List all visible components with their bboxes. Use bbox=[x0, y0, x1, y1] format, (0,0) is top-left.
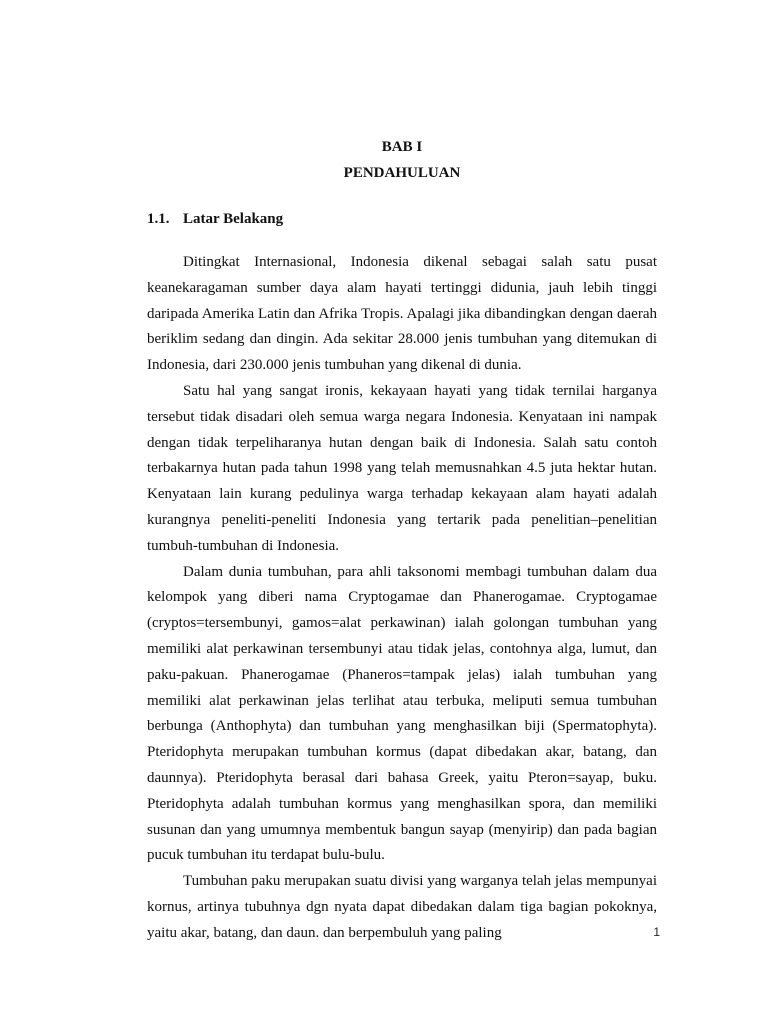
paragraph-2: Satu hal yang sangat ironis, kekayaan hayati yang tidak ternilai harganya tersebut tidak disadari oleh semua warga negara Indonesia. Kenyataan ini nampak dengan tidak terpeliharanya hutan dengan baik di Indonesia. Salah satu contoh terbakarnya hutan pada tahun 1998 yang telah memusnahkan 4.5 juta hektar hutan. Kenyataan lain kurang pedulinya warga terhadap kekayaan alam hayati adalah kurangnya peneliti-peneliti Indonesia yang tertarik pada penelitian–penelitian tumbuh-tumbuhan di Indonesia. bbox=[147, 382, 657, 554]
page-content bbox=[147, 134, 657, 947]
paragraph-1: Ditingkat Internasional, Indonesia dikenal sebagai salah satu pusat keanekaragaman sumber daya alam hayati tertinggi didunia, jauh lebih tinggi daripada Amerika Latin dan Afrika Tropis. Apalagi jika dibandingkan dengan daerah beriklim sedang dan dingin. Ada sekitar 28.000 jenis tumbuhan yang ditemukan di Indonesia, dari 230.000 jenis tumbuhan yang dikenal di dunia. bbox=[147, 254, 657, 374]
chapter-label: BAB I bbox=[381, 139, 423, 155]
section-heading bbox=[147, 206, 657, 232]
paragraph-3: Dalam dunia tumbuhan, para ahli taksonomi membagi tumbuhan dalam dua kelompok yang diberi nama Cryptogamae dan Phanerogamae. Cryptogamae (cryptos=tersembunyi, gamos=alat perkawinan) ialah golongan tumbuhan yang memiliki alat perkawinan tersembunyi atau tidak jelas, contohnya alga, lumut, dan paku-pakuan. Phanerogamae (Phaneros=tampak jelas) ialah tumbuhan yang memiliki alat perkawinan jelas terlihat atau terbuka, meliputi semua tumbuhan berbunga (Anthophyta) dan tumbuhan yang menghasilkan biji (Spermatophyta). Pteridophyta merupakan tumbuhan kormus (dapat dibedakan akar, batang, dan daunnya). Pteridophyta berasal dari bahasa Greek, yaitu Pteron=sayap, buku. Pteridophyta adalah tumbuhan kormus yang menghasilkan spora, dan memiliki susunan dan yang umumnya membentuk bangun sayap (menyirip) dan pada bagian pucuk tumbuhan itu terdapat bulu-bulu. bbox=[147, 563, 657, 864]
chapter-title: PENDAHULUAN bbox=[343, 165, 461, 181]
section-number: 1.1. bbox=[147, 211, 170, 227]
section-title: Latar Belakang bbox=[183, 211, 284, 227]
paragraph-4: Tumbuhan paku merupakan suatu divisi yang warganya telah jelas mempunyai kornus, artinya tubuhnya dgn nyata dapat dibedakan dalam tiga bagian pokoknya, yaitu akar, batang, dan daun. dan berpembuluh yang paling bbox=[147, 873, 657, 941]
page-number: 1 bbox=[653, 925, 660, 939]
